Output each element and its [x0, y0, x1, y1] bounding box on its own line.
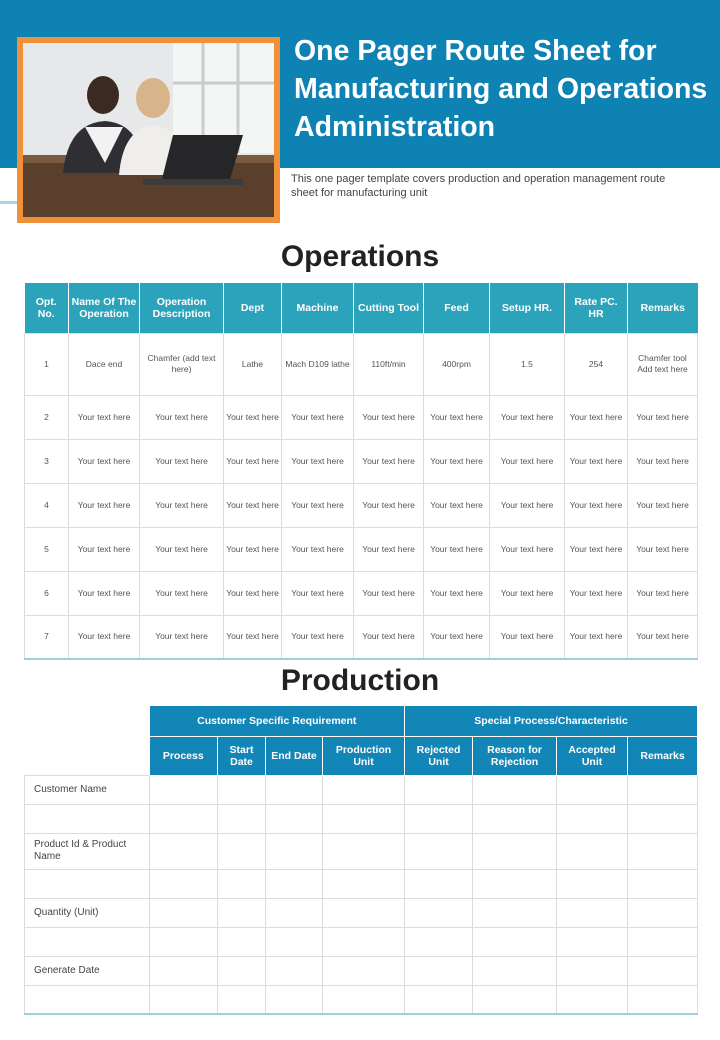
- column-header: Remarks: [628, 283, 698, 333]
- table-cell: Your text here: [424, 439, 490, 483]
- column-header: Process: [150, 736, 218, 775]
- table-cell: Your text here: [565, 527, 628, 571]
- table-cell: Your text here: [628, 571, 698, 615]
- table-cell: [405, 833, 473, 869]
- table-cell: Your text here: [490, 439, 565, 483]
- table-row: [25, 395, 698, 439]
- table-cell: [323, 985, 405, 1014]
- table-cell: [218, 869, 266, 898]
- table-cell: [323, 775, 405, 804]
- table-row: [25, 775, 698, 804]
- row-label: [25, 927, 150, 956]
- table-cell: [405, 956, 473, 985]
- table-cell: Your text here: [69, 571, 140, 615]
- table-cell: Your text here: [282, 527, 354, 571]
- table-cell: Your text here: [282, 395, 354, 439]
- table-row: [25, 956, 698, 985]
- table-cell: 4: [25, 483, 69, 527]
- page-description: This one pager template covers production and operation management route sheet for manufacturing unit: [291, 173, 666, 199]
- table-cell: Your text here: [140, 571, 224, 615]
- table-cell: [473, 869, 557, 898]
- table-cell: [150, 869, 218, 898]
- table-cell: 110ft/min: [354, 333, 424, 395]
- table-cell: Your text here: [224, 571, 282, 615]
- table-cell: [218, 985, 266, 1014]
- table-row: [25, 483, 698, 527]
- table-cell: [557, 869, 628, 898]
- table-cell: 1: [25, 333, 69, 395]
- table-cell: [323, 927, 405, 956]
- table-cell: Your text here: [628, 615, 698, 659]
- table-cell: [218, 898, 266, 927]
- table-cell: Your text here: [282, 439, 354, 483]
- table-cell: Your text here: [224, 615, 282, 659]
- table-cell: [628, 985, 698, 1014]
- table-cell: [557, 985, 628, 1014]
- table-cell: [266, 804, 323, 833]
- table-cell: [150, 804, 218, 833]
- table-cell: [323, 869, 405, 898]
- row-label: Customer Name: [25, 775, 150, 804]
- table-cell: [557, 927, 628, 956]
- table-cell: Chamfer tool Add text here: [628, 333, 698, 395]
- group-header: Customer Specific Requirement: [150, 706, 405, 736]
- column-header: Dept: [224, 283, 282, 333]
- table-cell: [628, 898, 698, 927]
- table-row: [25, 927, 698, 956]
- table-cell: [150, 775, 218, 804]
- table-cell: [628, 927, 698, 956]
- table-cell: Your text here: [282, 571, 354, 615]
- column-header: Operation Description: [140, 283, 224, 333]
- table-cell: [628, 804, 698, 833]
- table-cell: Your text here: [140, 483, 224, 527]
- table-cell: Your text here: [424, 395, 490, 439]
- column-header: Feed: [424, 283, 490, 333]
- row-label: [25, 869, 150, 898]
- table-cell: Your text here: [565, 395, 628, 439]
- table-cell: Your text here: [282, 615, 354, 659]
- table-cell: Your text here: [628, 483, 698, 527]
- table-cell: Your text here: [224, 527, 282, 571]
- production-group-row: [25, 706, 698, 736]
- column-header: Name Of The Operation: [69, 283, 140, 333]
- table-cell: [266, 985, 323, 1014]
- table-cell: Your text here: [282, 483, 354, 527]
- column-header: Production Unit: [323, 736, 405, 775]
- column-header: Accepted Unit: [557, 736, 628, 775]
- table-cell: [150, 956, 218, 985]
- table-cell: [405, 775, 473, 804]
- table-cell: [405, 985, 473, 1014]
- table-cell: [266, 956, 323, 985]
- table-cell: [323, 956, 405, 985]
- table-cell: [266, 898, 323, 927]
- table-cell: Your text here: [424, 527, 490, 571]
- row-label: [25, 804, 150, 833]
- row-label: [25, 985, 150, 1014]
- table-cell: Your text here: [628, 395, 698, 439]
- table-cell: Your text here: [354, 483, 424, 527]
- table-cell: [323, 804, 405, 833]
- table-cell: Your text here: [565, 483, 628, 527]
- table-cell: Your text here: [354, 571, 424, 615]
- table-cell: [266, 775, 323, 804]
- table-cell: Your text here: [490, 395, 565, 439]
- table-cell: [473, 956, 557, 985]
- table-row: [25, 615, 698, 659]
- table-cell: 5: [25, 527, 69, 571]
- table-cell: Your text here: [628, 439, 698, 483]
- table-cell: [218, 956, 266, 985]
- table-cell: Your text here: [565, 571, 628, 615]
- column-header: Remarks: [628, 736, 698, 775]
- table-row: [25, 571, 698, 615]
- blank-header: [25, 706, 150, 775]
- table-cell: [473, 833, 557, 869]
- table-cell: [323, 833, 405, 869]
- table-cell: 3: [25, 439, 69, 483]
- table-cell: Lathe: [224, 333, 282, 395]
- table-cell: Your text here: [424, 571, 490, 615]
- table-cell: Your text here: [69, 439, 140, 483]
- operations-title: Operations: [280, 240, 440, 273]
- table-cell: Your text here: [424, 483, 490, 527]
- column-header: Machine: [282, 283, 354, 333]
- table-cell: [557, 833, 628, 869]
- table-cell: 2: [25, 395, 69, 439]
- table-cell: Your text here: [490, 527, 565, 571]
- table-cell: [266, 869, 323, 898]
- table-cell: 1.5: [490, 333, 565, 395]
- table-cell: [405, 898, 473, 927]
- table-cell: Your text here: [628, 527, 698, 571]
- table-cell: Your text here: [565, 615, 628, 659]
- operations-table: [24, 283, 698, 660]
- table-cell: [473, 804, 557, 833]
- table-cell: 254: [565, 333, 628, 395]
- column-header: Start Date: [218, 736, 266, 775]
- table-cell: [323, 898, 405, 927]
- table-cell: Your text here: [565, 439, 628, 483]
- table-cell: Your text here: [69, 615, 140, 659]
- table-cell: Your text here: [490, 483, 565, 527]
- table-cell: [150, 898, 218, 927]
- table-cell: Your text here: [354, 527, 424, 571]
- office-photo-icon: [23, 43, 274, 217]
- table-cell: 400rpm: [424, 333, 490, 395]
- table-cell: Dace end: [69, 333, 140, 395]
- table-row: [25, 804, 698, 833]
- table-cell: Your text here: [354, 439, 424, 483]
- table-row: [25, 439, 698, 483]
- table-cell: Your text here: [140, 395, 224, 439]
- row-label: Generate Date: [25, 956, 150, 985]
- table-cell: [473, 927, 557, 956]
- table-row: [25, 869, 698, 898]
- table-cell: [218, 775, 266, 804]
- table-cell: [628, 775, 698, 804]
- table-cell: [628, 956, 698, 985]
- table-row: [25, 527, 698, 571]
- table-cell: [405, 927, 473, 956]
- column-header: Cutting Tool: [354, 283, 424, 333]
- table-row: [25, 985, 698, 1014]
- table-row: [25, 898, 698, 927]
- table-cell: [266, 927, 323, 956]
- table-cell: [628, 833, 698, 869]
- group-header: Special Process/Characteristic: [405, 706, 698, 736]
- table-cell: [557, 898, 628, 927]
- table-cell: [266, 833, 323, 869]
- table-cell: [150, 833, 218, 869]
- page-title: One Pager Route Sheet for Manufacturing and Operations Administration: [294, 35, 708, 143]
- table-cell: [628, 869, 698, 898]
- table-cell: Your text here: [69, 395, 140, 439]
- table-cell: Your text here: [140, 527, 224, 571]
- table-cell: 6: [25, 571, 69, 615]
- table-cell: [557, 804, 628, 833]
- table-row: [25, 833, 698, 869]
- table-cell: Your text here: [490, 571, 565, 615]
- table-cell: Your text here: [490, 615, 565, 659]
- column-header: End Date: [266, 736, 323, 775]
- column-header: Reason for Rejection: [473, 736, 557, 775]
- table-cell: Your text here: [69, 527, 140, 571]
- table-cell: Mach D109 lathe: [282, 333, 354, 395]
- production-title: Production: [280, 664, 440, 697]
- column-header: Opt. No.: [25, 283, 69, 333]
- operations-header-row: [25, 283, 698, 333]
- table-row: [25, 333, 698, 395]
- row-label: Quantity (Unit): [25, 898, 150, 927]
- table-cell: Your text here: [69, 483, 140, 527]
- table-cell: [473, 985, 557, 1014]
- table-cell: Your text here: [224, 483, 282, 527]
- table-cell: [557, 775, 628, 804]
- table-cell: Your text here: [424, 615, 490, 659]
- table-cell: [473, 775, 557, 804]
- table-cell: [218, 927, 266, 956]
- table-cell: Your text here: [354, 615, 424, 659]
- table-cell: Your text here: [224, 439, 282, 483]
- table-cell: [557, 956, 628, 985]
- table-cell: [473, 898, 557, 927]
- column-header: Rejected Unit: [405, 736, 473, 775]
- table-cell: Chamfer (add text here): [140, 333, 224, 395]
- production-table: [24, 706, 698, 1015]
- table-cell: Your text here: [354, 395, 424, 439]
- table-cell: [218, 804, 266, 833]
- table-cell: [405, 869, 473, 898]
- table-cell: 7: [25, 615, 69, 659]
- table-cell: [150, 927, 218, 956]
- table-cell: [405, 804, 473, 833]
- photo-frame: [17, 37, 280, 223]
- table-cell: Your text here: [224, 395, 282, 439]
- row-label: Product Id & Product Name: [25, 833, 150, 869]
- column-header: Rate PC. HR: [565, 283, 628, 333]
- table-cell: [150, 985, 218, 1014]
- column-header: Setup HR.: [490, 283, 565, 333]
- table-cell: Your text here: [140, 615, 224, 659]
- table-cell: [218, 833, 266, 869]
- table-cell: Your text here: [140, 439, 224, 483]
